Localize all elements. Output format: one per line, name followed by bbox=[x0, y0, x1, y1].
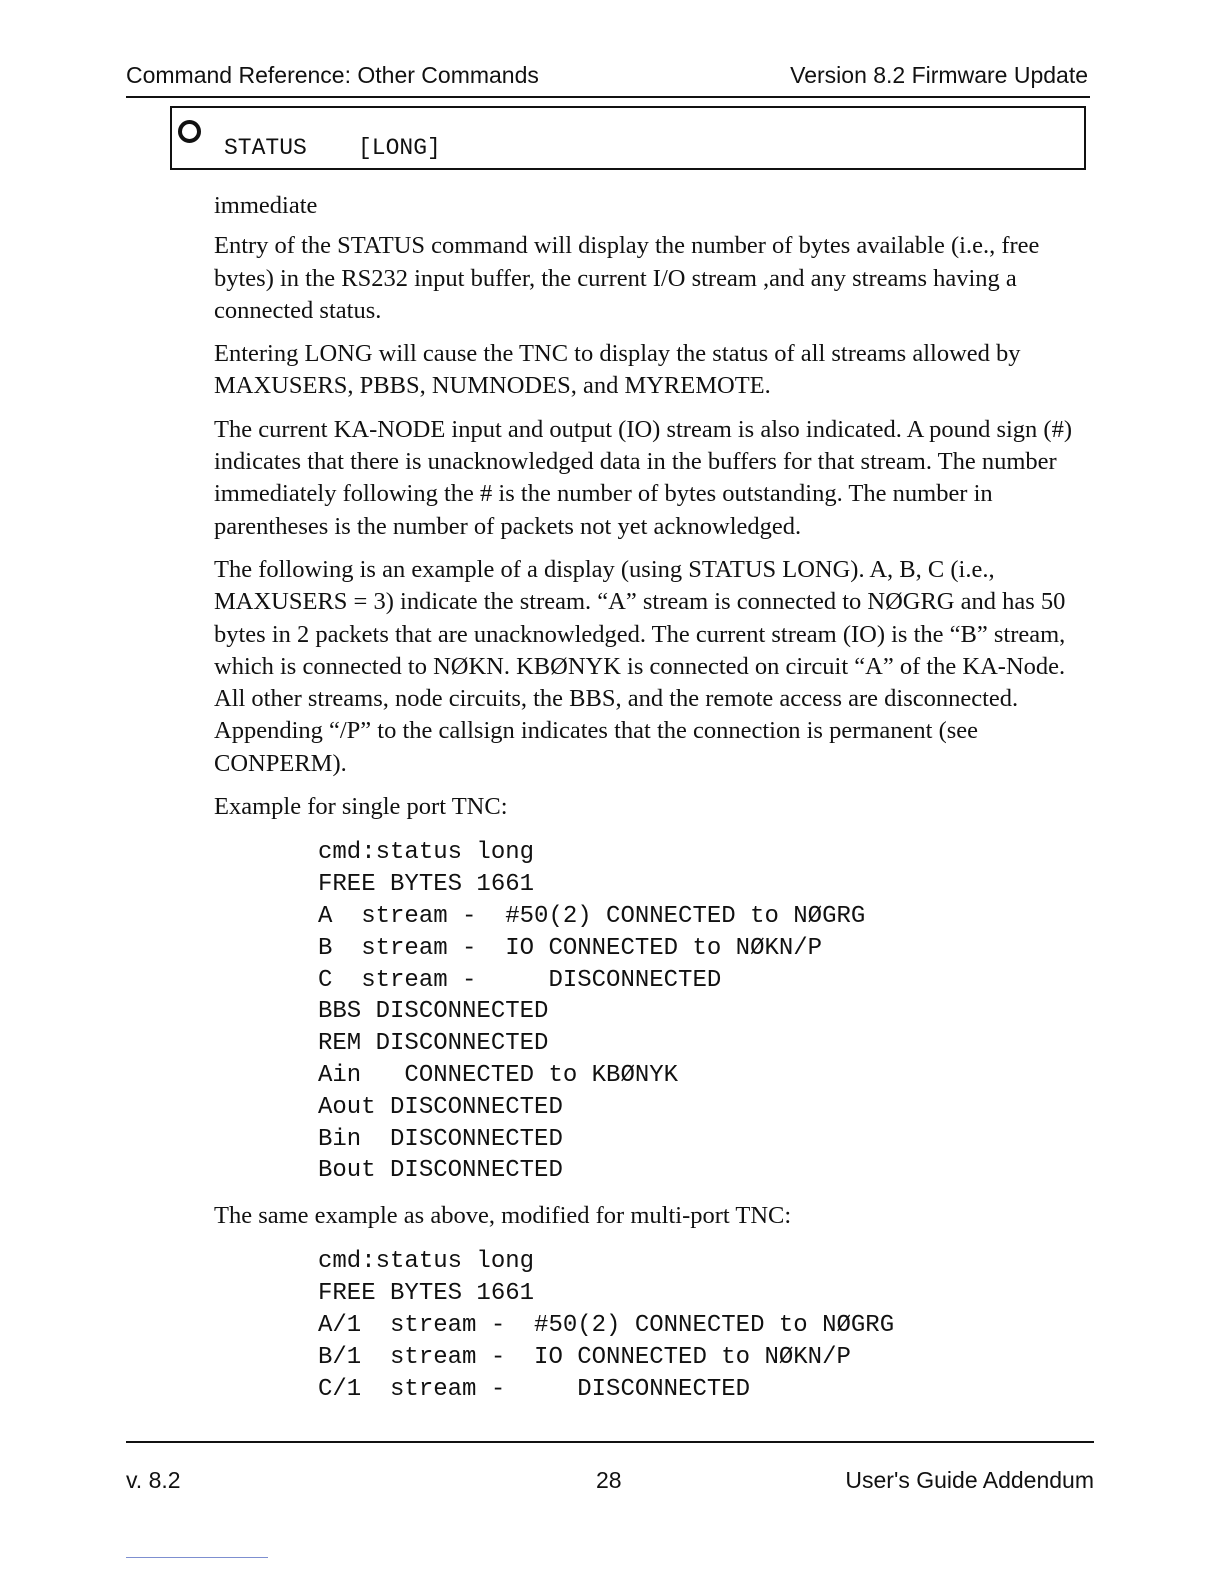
header-section-title: Command Reference: Other Commands bbox=[126, 62, 539, 88]
example-multi-port-intro: The same example as above, modified for multi-port TNC: bbox=[214, 1202, 792, 1230]
code-line: A/1 stream - #50(2) CONNECTED to NØGRG bbox=[318, 1312, 895, 1339]
footer-document-title: User's Guide Addendum bbox=[845, 1467, 1094, 1493]
code-line: Bout DISCONNECTED bbox=[318, 1157, 563, 1185]
command-syntax-box bbox=[170, 106, 1086, 170]
code-line: FREE BYTES 1661 bbox=[318, 871, 535, 899]
code-line: C stream - DISCONNECTED bbox=[318, 966, 722, 994]
code-line: Ain CONNECTED to KBØNYK bbox=[318, 1061, 679, 1089]
header-rule bbox=[126, 96, 1090, 98]
paragraph-long-option: Entering LONG will cause the TNC to display the status of all streams allowed by MAXUSERS, PBBS, NUMNODES, and MYREMOTE. bbox=[214, 340, 1021, 400]
code-line: B/1 stream - IO CONNECTED to NØKN/P bbox=[318, 1343, 851, 1371]
code-line: Bin DISCONNECTED bbox=[318, 1125, 563, 1153]
footnote-separator bbox=[126, 1557, 268, 1558]
paragraph-status-description: Entry of the STATUS command will display the number of bytes available (i.e., free bytes) in the RS232 input buffer, the current I/O stream ,and any streams having a connected status. bbox=[214, 232, 1040, 324]
code-line: FREE BYTES 1661 bbox=[318, 1280, 535, 1308]
page-number: 28 bbox=[596, 1467, 622, 1493]
code-line: cmd:status long bbox=[318, 1248, 535, 1276]
code-line: C/1 stream - DISCONNECTED bbox=[318, 1375, 751, 1403]
code-line: Aout DISCONNECTED bbox=[318, 1093, 563, 1121]
paragraph-ka-node-stream: The current KA-NODE input and output (IO) stream is also indicated. A pound sign (#) indicates that there is unacknowledged data in the buffers for that stream. The number immediately following the # is the number of bytes outstanding. The number in parentheses is the number of packets not yet acknowledged. bbox=[214, 415, 1073, 540]
command-mode: immediate bbox=[214, 192, 318, 219]
command-name: STATUS bbox=[224, 135, 307, 161]
header-version: Version 8.2 Firmware Update bbox=[790, 62, 1088, 88]
code-line: BBS DISCONNECTED bbox=[318, 998, 549, 1026]
code-example-multi-port bbox=[318, 1246, 1094, 1405]
code-line: B stream - IO CONNECTED to NØKN/P bbox=[318, 934, 823, 962]
code-line: REM DISCONNECTED bbox=[318, 1030, 549, 1058]
example-single-port-intro: Example for single port TNC: bbox=[214, 793, 508, 821]
command-parameter: [LONG] bbox=[358, 135, 441, 161]
main-content bbox=[214, 190, 1094, 1418]
code-line: A stream - #50(2) CONNECTED to NØGRG bbox=[318, 902, 866, 930]
footer-rule bbox=[126, 1441, 1094, 1443]
circle-bullet-icon bbox=[178, 120, 201, 143]
footer-version: v. 8.2 bbox=[126, 1467, 181, 1493]
code-line: cmd:status long bbox=[318, 839, 535, 867]
code-example-single-port bbox=[318, 837, 1094, 1187]
paragraph-example-explanation: The following is an example of a display (using STATUS LONG). A, B, C (i.e., MAXUSERS = 3) indicate the stream. “A” stream is connected to NØGRG and has 50 bytes in 2 packets that are unacknowledged. The current stream (IO) is the “B” stream, which is connected to NØKN. KBØNYK is connected on circuit “A” of the KA-Node. All other streams, node circuits, the BBS, and the remote access are disconnected. Appending “/P” to the callsign indicates that the connection is permanent (see CONPERM). bbox=[214, 555, 1066, 777]
